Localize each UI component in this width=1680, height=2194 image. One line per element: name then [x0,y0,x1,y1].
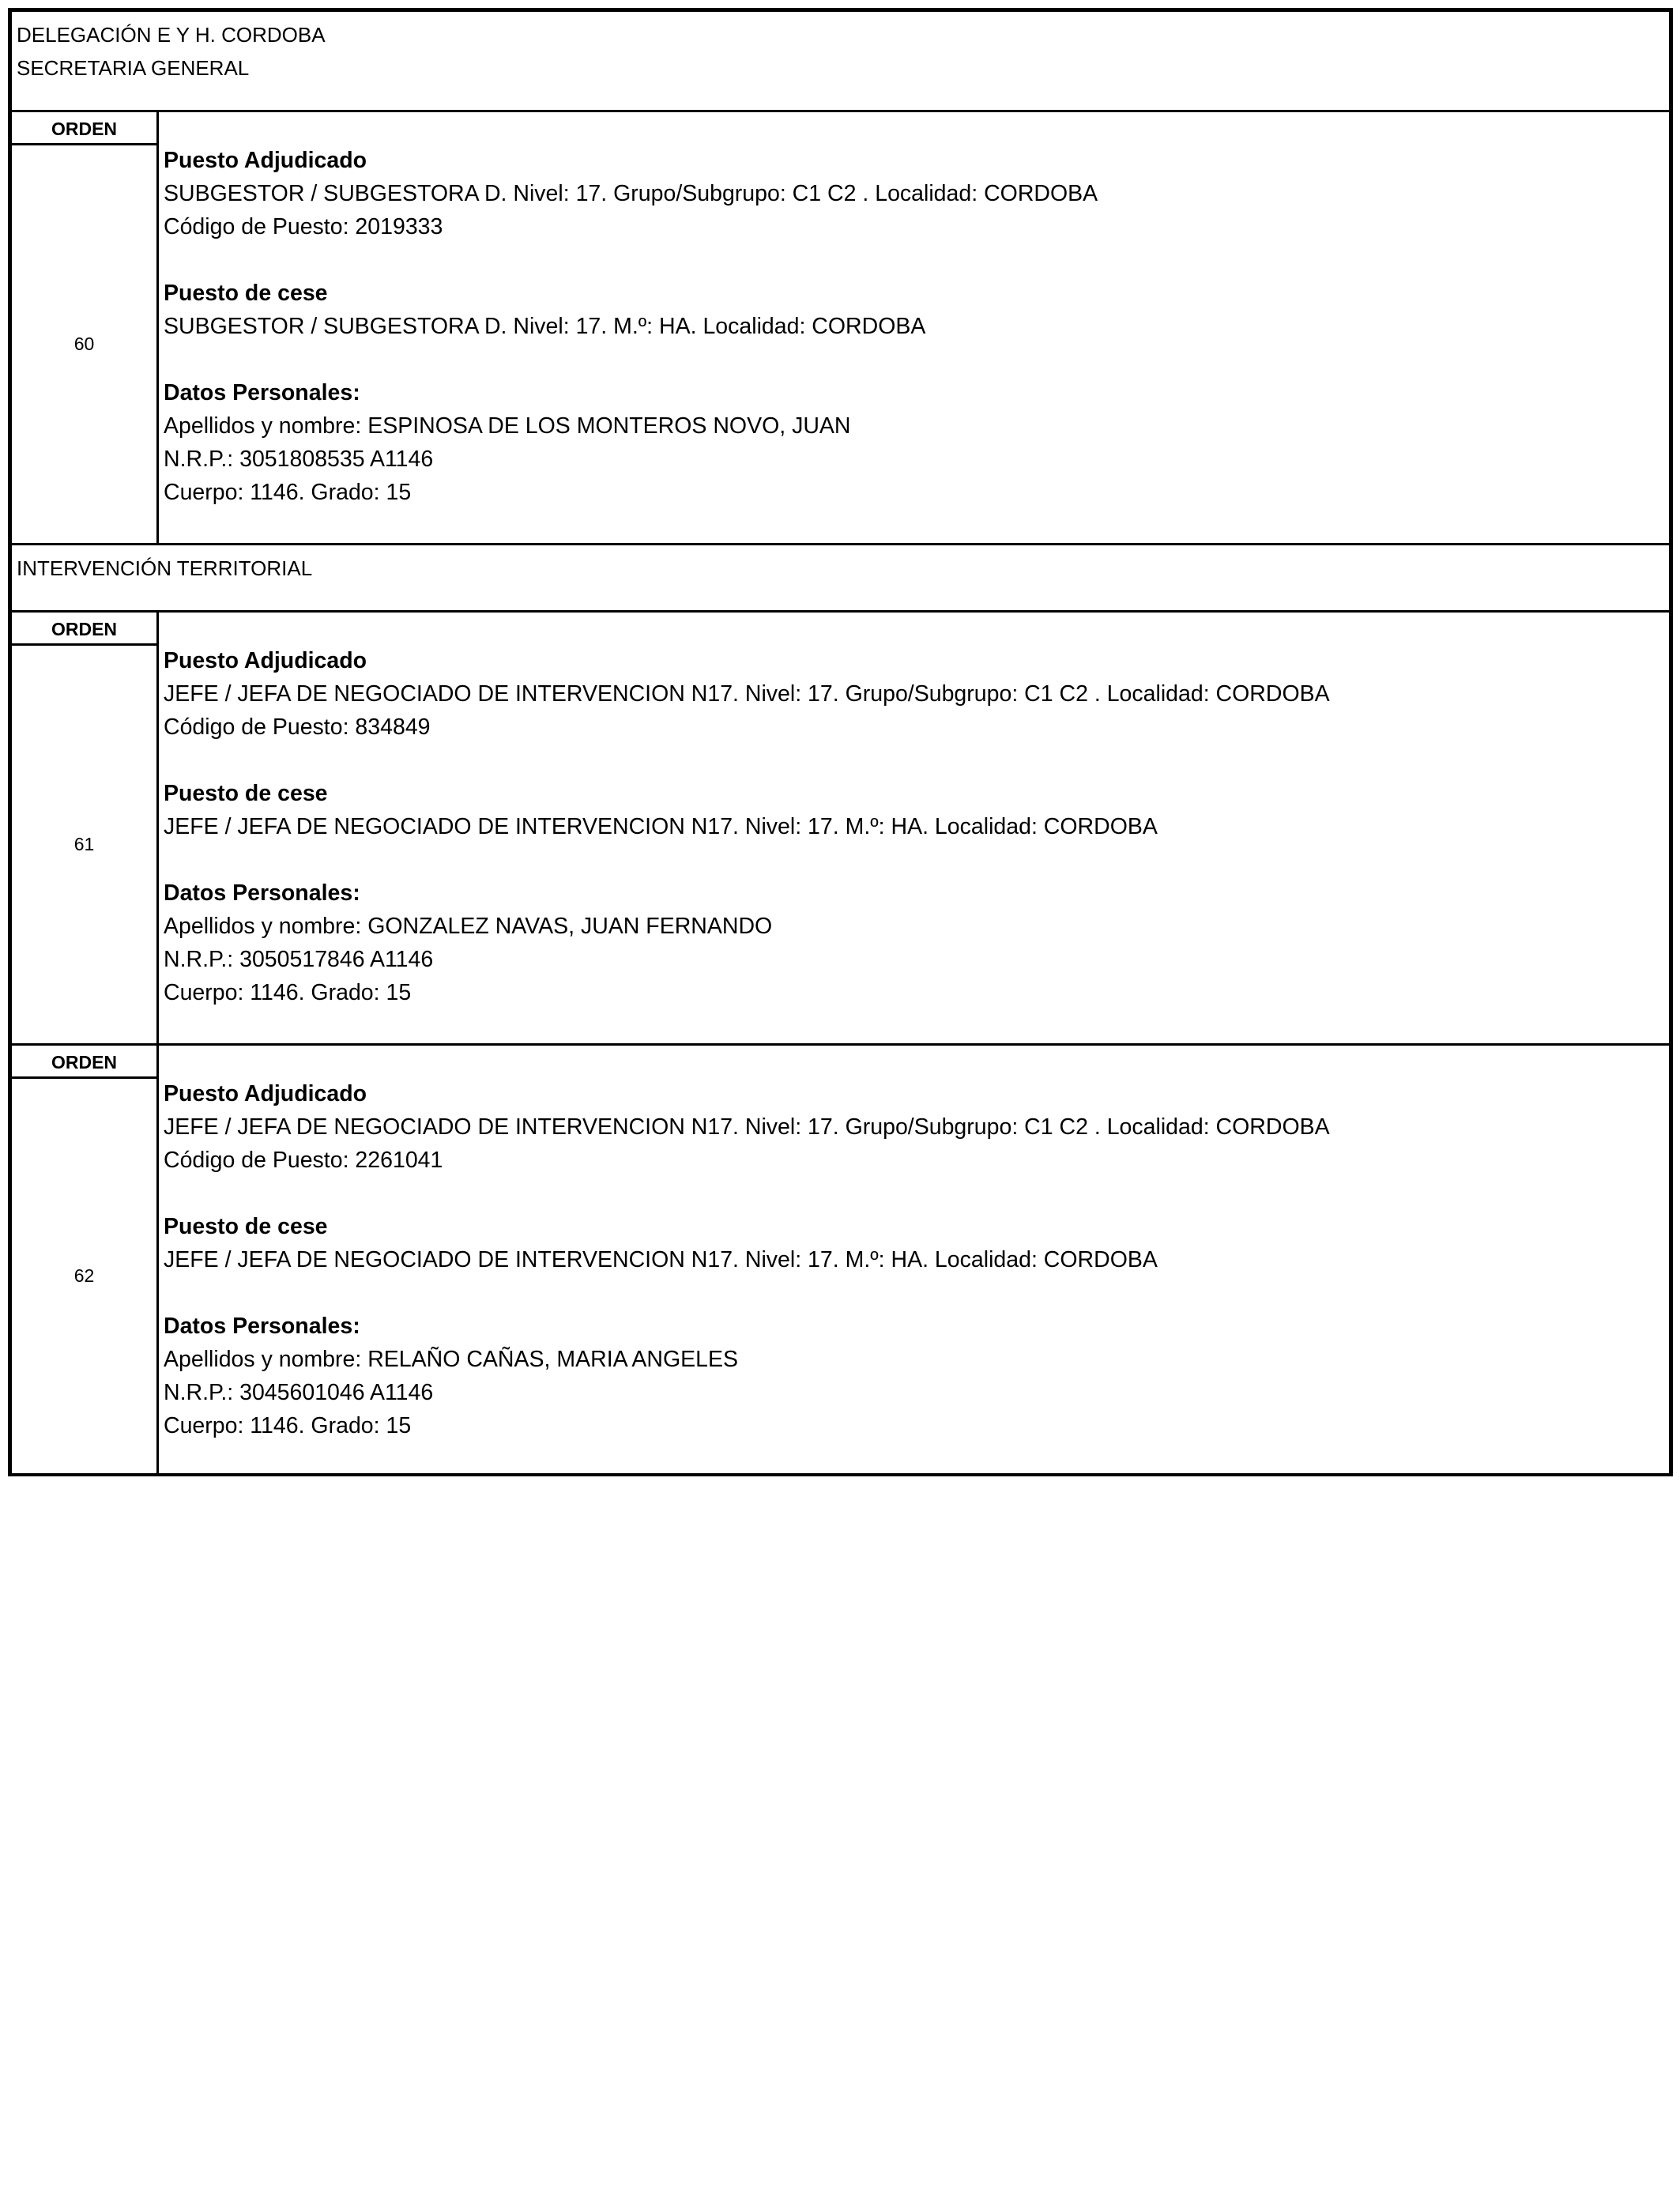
puesto-adjudicado-text: JEFE / JEFA DE NEGOCIADO DE INTERVENCION N17. Nivel: 17. Grupo/Subgrupo: C1 C2 . Localidad: CORDOBA [164,681,1330,707]
cuerpo-grado: Cuerpo: 1146. Grado: 15 [164,1413,412,1438]
datos-personales-heading: Datos Personales: [164,880,360,906]
codigo-puesto: Código de Puesto: 2019333 [164,214,443,239]
nrp: N.R.P.: 3045601046 A1146 [164,1380,434,1405]
orden-number: 62 [73,1265,95,1286]
apellidos-nombre: Apellidos y nombre: GONZALEZ NAVAS, JUAN FERNANDO [164,914,773,939]
codigo-puesto: Código de Puesto: 2261041 [164,1148,443,1173]
section-title-delegacion: DELEGACIÓN E Y H. CORDOBA [17,23,326,47]
puesto-adjudicado-heading: Puesto Adjudicado [164,1081,367,1106]
entry-details [159,613,1669,1043]
section-header-secretaria [12,12,1669,112]
datos-personales-heading: Datos Personales: [164,1314,360,1339]
codigo-puesto: Código de Puesto: 834849 [164,714,431,740]
puesto-cese-heading: Puesto de cese [164,281,328,306]
cuerpo-grado: Cuerpo: 1146. Grado: 15 [164,980,412,1005]
puesto-cese-heading: Puesto de cese [164,1214,328,1239]
document-table [8,8,1673,1476]
puesto-cese-text: SUBGESTOR / SUBGESTORA D. Nivel: 17. M.º: HA. Localidad: CORDOBA [164,314,926,339]
entry-row [12,112,1669,545]
section-header-intervencion [12,545,1669,613]
orden-column [12,112,159,543]
section-title-secretaria: SECRETARIA GENERAL [17,56,250,80]
orden-label: ORDEN [12,1046,156,1079]
orden-label: ORDEN [12,613,156,646]
datos-personales-heading: Datos Personales: [164,380,360,405]
entry-row [12,1046,1669,1476]
puesto-adjudicado-text: JEFE / JEFA DE NEGOCIADO DE INTERVENCION N17. Nivel: 17. Grupo/Subgrupo: C1 C2 . Localidad: CORDOBA [164,1114,1330,1140]
puesto-adjudicado-heading: Puesto Adjudicado [164,648,367,673]
apellidos-nombre: Apellidos y nombre: RELAÑO CAÑAS, MARIA ANGELES [164,1347,739,1372]
entry-details [159,112,1669,543]
puesto-adjudicado-heading: Puesto Adjudicado [164,148,367,173]
entry-details [159,1046,1669,1473]
orden-column [12,613,159,1043]
puesto-adjudicado-text: SUBGESTOR / SUBGESTORA D. Nivel: 17. Grupo/Subgrupo: C1 C2 . Localidad: CORDOBA [164,181,1098,206]
section-title-intervencion: INTERVENCIÓN TERRITORIAL [17,556,313,580]
orden-number: 60 [73,334,95,354]
orden-label: ORDEN [12,112,156,145]
puesto-cese-text: JEFE / JEFA DE NEGOCIADO DE INTERVENCION N17. Nivel: 17. M.º: HA. Localidad: CORDOBA [164,814,1158,839]
nrp: N.R.P.: 3051808535 A1146 [164,447,434,472]
orden-column [12,1046,159,1473]
entry-row [12,613,1669,1046]
cuerpo-grado: Cuerpo: 1146. Grado: 15 [164,480,412,505]
nrp: N.R.P.: 3050517846 A1146 [164,947,434,972]
puesto-cese-heading: Puesto de cese [164,781,328,806]
apellidos-nombre: Apellidos y nombre: ESPINOSA DE LOS MONTEROS NOVO, JUAN [164,413,851,439]
puesto-cese-text: JEFE / JEFA DE NEGOCIADO DE INTERVENCION N17. Nivel: 17. M.º: HA. Localidad: CORDOBA [164,1247,1158,1272]
orden-number: 61 [73,834,95,854]
